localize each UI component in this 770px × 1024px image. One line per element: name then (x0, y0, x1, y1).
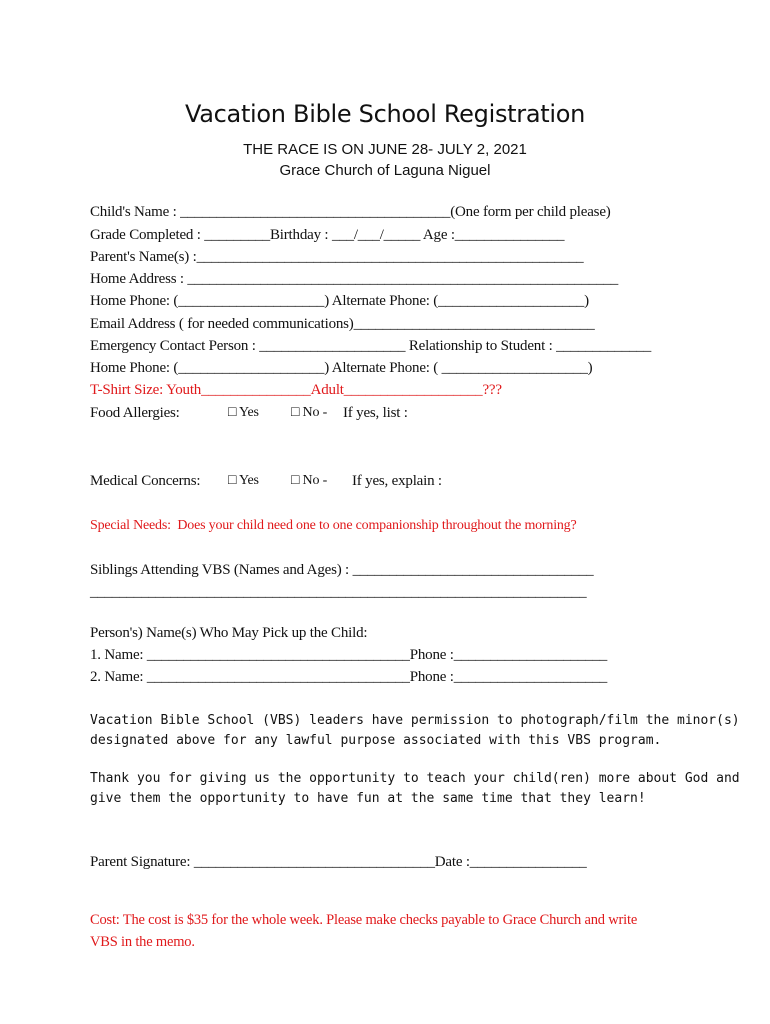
thanks-line-2: give them the opportunity to have fun at the same time that they learn! (90, 791, 646, 806)
parents-name-field[interactable]: Parent's Name(s) :_____________________________________________________ (90, 249, 584, 265)
event-dates: THE RACE IS ON JUNE 28- JULY 2, 2021 (243, 141, 527, 158)
emergency-contact-field[interactable]: Emergency Contact Person : ____________________ Relationship to Student : _____________ (90, 338, 652, 354)
medical-yes-checkbox[interactable]: □ Yes (228, 473, 259, 488)
parent-signature-field[interactable]: Parent Signature: _________________________________Date :________________ (90, 854, 587, 870)
tshirt-size-field[interactable]: T-Shirt Size: Youth_______________Adult___________________??? (90, 382, 502, 398)
email-field[interactable]: Email Address ( for needed communications)_________________________________ (90, 316, 595, 332)
food-allergies-no-checkbox[interactable]: □ No - (291, 405, 328, 420)
photo-permission-line-2: designated above for any lawful purpose associated with this VBS program. (90, 733, 662, 748)
medical-concerns-label: Medical Concerns: (90, 473, 201, 489)
page-title: Vacation Bible School Registration (184, 100, 586, 128)
food-allergies-label: Food Allergies: (90, 405, 180, 421)
home-address-field[interactable]: Home Address : ___________________________________________________________ (90, 271, 619, 287)
special-needs-question: Special Needs: Does your child need one to one companionship throughout the morning? (90, 518, 577, 533)
medical-if-label: If yes, explain : (352, 473, 442, 489)
food-allergies-yes-checkbox[interactable]: □ Yes (228, 405, 259, 420)
cost-note-line-1: Cost: The cost is $35 for the whole week. Please make checks payable to Grace Church and write (90, 912, 638, 928)
grade-birthday-age-field[interactable]: Grade Completed : _________Birthday : ___/___/_____ Age :_______________ (90, 227, 565, 243)
pickup-person-1-field[interactable]: 1. Name: ____________________________________Phone :_____________________ (90, 647, 608, 663)
food-allergies-if-label: If yes, list : (343, 405, 408, 421)
emergency-phone-field[interactable]: Home Phone: (____________________) Alternate Phone: ( ____________________) (90, 360, 593, 376)
home-phone-field[interactable]: Home Phone: (____________________) Alternate Phone: (____________________) (90, 293, 589, 309)
thanks-line-1: Thank you for giving us the opportunity to teach your child(ren) more about God and (90, 771, 740, 786)
child-name-field[interactable]: Child's Name : _____________________________________(One form per child please) (90, 204, 611, 220)
cost-note-line-2: VBS in the memo. (90, 934, 195, 950)
church-name: Grace Church of Laguna Niguel (279, 162, 491, 179)
medical-no-checkbox[interactable]: □ No - (291, 473, 328, 488)
pickup-person-2-field[interactable]: 2. Name: ____________________________________Phone :_____________________ (90, 669, 608, 685)
photo-permission-line-1: Vacation Bible School (VBS) leaders have permission to photograph/film the minor(s) (90, 713, 740, 728)
siblings-field-line-2[interactable]: ____________________________________________________________________ (90, 584, 587, 600)
siblings-field[interactable]: Siblings Attending VBS (Names and Ages) : _________________________________ (90, 562, 594, 578)
pickup-heading: Person's) Name(s) Who May Pick up the Child: (90, 625, 368, 641)
